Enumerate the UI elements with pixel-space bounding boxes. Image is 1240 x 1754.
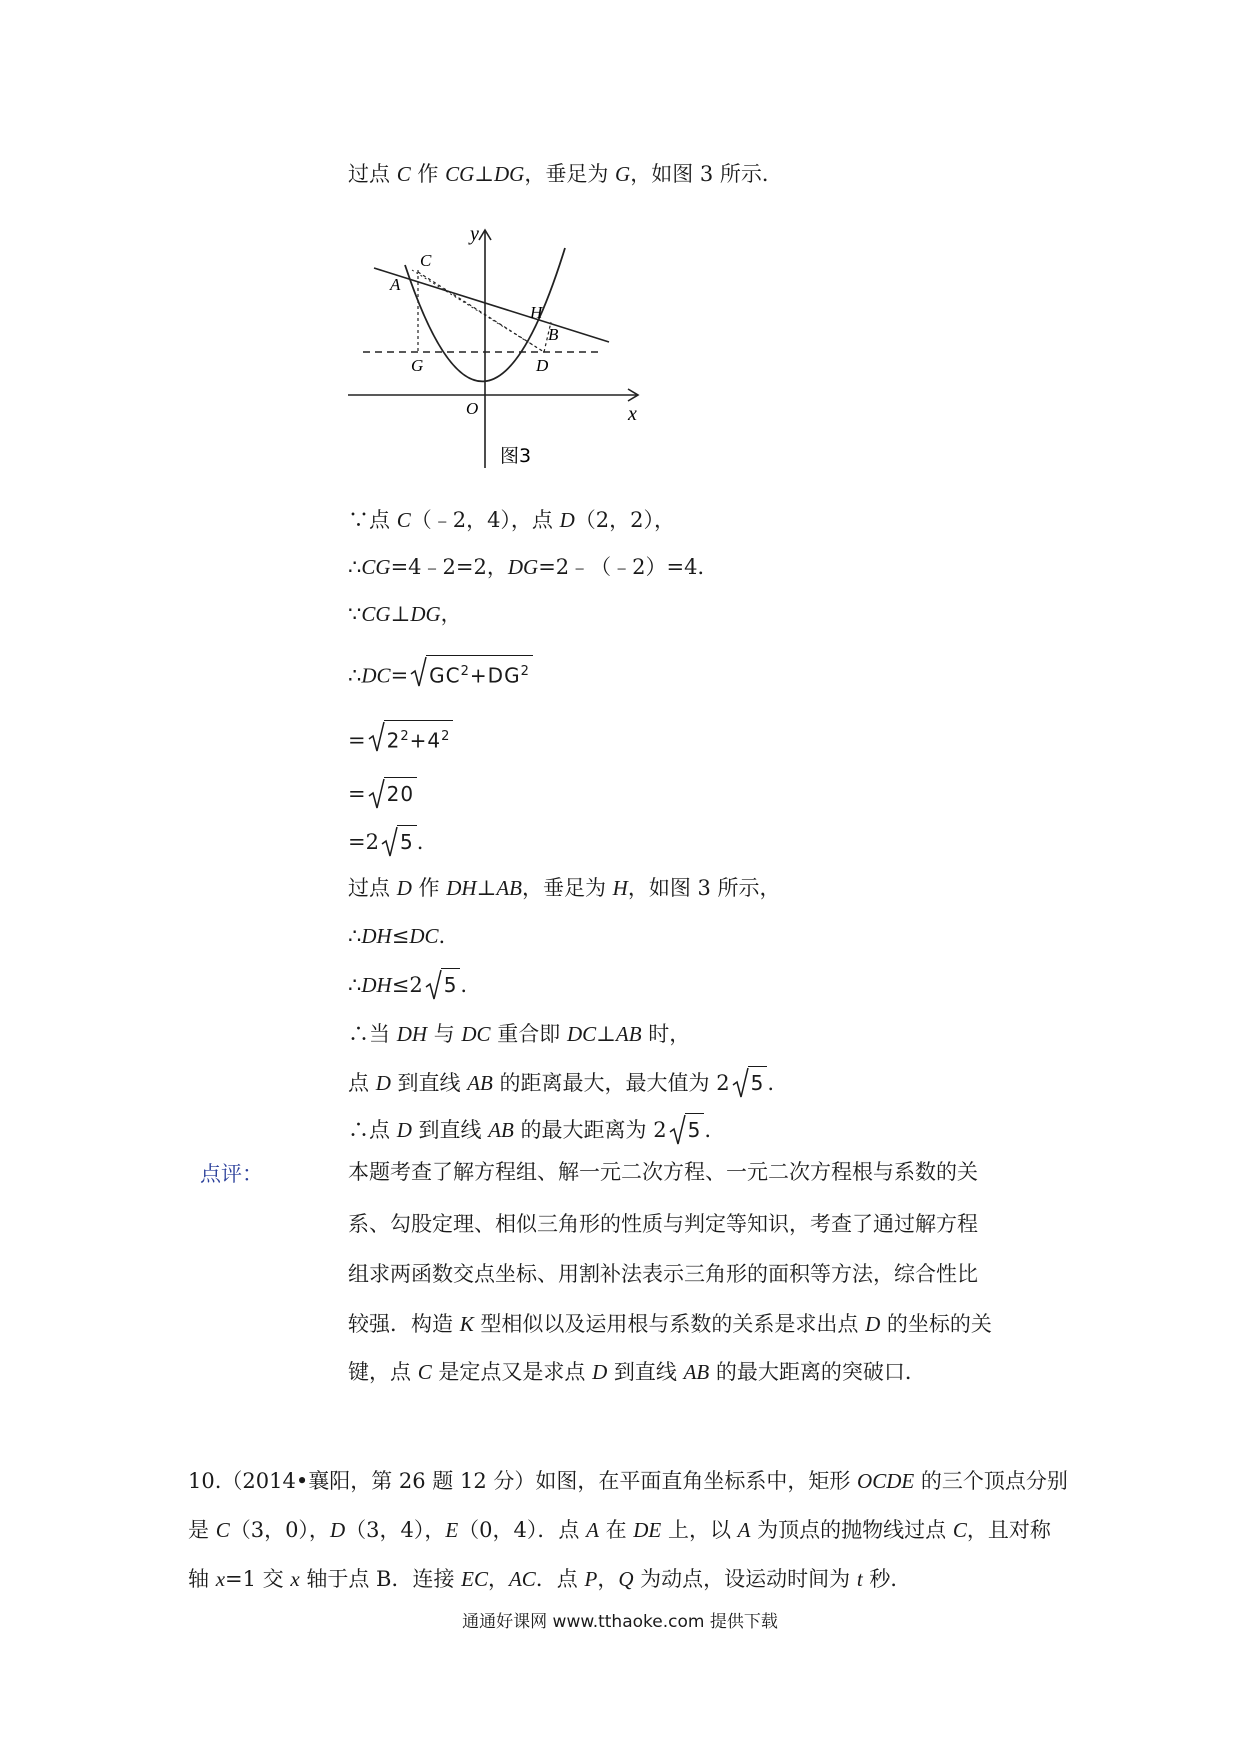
radical-sign-icon <box>410 656 427 688</box>
solution-line-5: ∴DC= $GC^2+DG^2$ <box>348 655 533 690</box>
label-b: B <box>548 325 559 344</box>
solution-line-11: ∴DH≤2 5 . <box>348 968 467 999</box>
radical-sign-icon <box>368 778 385 810</box>
figure-3-diagram <box>348 210 658 480</box>
solution-line-8: =2 5 . <box>348 825 423 856</box>
problem10-line-3: 轴 x=1 交 x 轴于点 B．连接 EC，AC．点 P，Q 为动点，设运动时间为 t 秒． <box>188 1567 912 1591</box>
radical-sign-icon <box>368 721 385 753</box>
comment-label: 点评： <box>200 1162 263 1186</box>
solution-line-13: 点 D 到直线 AB 的距离最大，最大值为 2 5 . <box>348 1066 774 1097</box>
solution-line-10: ∴DH≤DC. <box>348 924 446 948</box>
label-o: O <box>466 399 479 418</box>
solution-line-6: = $2^2+4^2$ <box>348 720 453 755</box>
label-y: y <box>470 223 479 245</box>
solution-line-9: 过点 D 作 DH⊥AB，垂足为 H，如图 3 所示， <box>348 876 781 900</box>
solution-line-12: ∴当 DH 与 DC 重合即 DC⊥AB 时， <box>348 1022 691 1046</box>
radical-sign-icon <box>669 1114 686 1146</box>
comment-line-2: 系、勾股定理、相似三角形的性质与判定等知识，考查了通过解方程 <box>348 1212 978 1236</box>
solution-line-1: 过点 C 作 CG⊥DG，垂足为 G，如图 3 所示． <box>348 162 783 186</box>
comment-line-3: 组求两函数交点坐标、用割补法表示三角形的面积等方法，综合性比 <box>348 1262 978 1286</box>
problem10-line-2: 是 C（3，0），D（3，4），E（0，4）．点 A 在 DE 上，以 A 为顶点的抛物线过点 C，且对称 <box>188 1518 1051 1542</box>
radical-sign-icon <box>425 969 442 1001</box>
solution-line-7: = 20 <box>348 777 417 808</box>
comment-line-5: 键，点 C 是定点又是求点 D 到直线 AB 的最大距离的突破口． <box>348 1360 926 1384</box>
label-a: A <box>390 275 401 294</box>
label-g: G <box>411 356 424 375</box>
radical: 5 <box>732 1066 768 1097</box>
radical: 5 <box>425 968 461 999</box>
segment-ad <box>412 270 544 352</box>
solution-line-3: ∴CG=4﹣2=2，DG=2﹣（﹣2）=4． <box>348 555 719 579</box>
radical: 5 <box>669 1113 705 1144</box>
radical: $2^2+4^2$ <box>368 720 454 755</box>
radical: $GC^2+DG^2$ <box>410 655 533 690</box>
problem10-line-1: 10.（2014•襄阳，第 26 题 12 分）如图，在平面直角坐标系中，矩形 OCDE 的三个顶点分别 <box>188 1469 1068 1493</box>
comment-line-4: 较强．构造 K 型相似以及运用根与系数的关系是求出点 D 的坐标的关 <box>348 1312 992 1336</box>
line-ab <box>374 268 609 342</box>
solution-line-14: ∴点 D 到直线 AB 的最大距离为 2 5 . <box>348 1113 711 1144</box>
comment-line-1: 本题考查了解方程组、解一元二次方程、一元二次方程根与系数的关 <box>348 1160 978 1184</box>
solution-line-2: ∵点 C（﹣2，4），点 D（2，2）， <box>348 508 676 532</box>
solution-line-4: ∵CG⊥DG， <box>348 602 462 626</box>
label-d: D <box>536 356 549 375</box>
radical: 20 <box>368 777 417 808</box>
label-c: C <box>420 251 432 270</box>
label-h: H <box>530 303 543 322</box>
radical-sign-icon <box>732 1067 749 1099</box>
figure-caption: 图3 <box>500 445 532 467</box>
label-x: x <box>628 403 637 425</box>
radical: 5 <box>381 825 417 856</box>
radical-sign-icon <box>381 826 398 858</box>
page-footer: 通通好课网 www.tthaoke.com 提供下载 <box>462 1612 778 1632</box>
